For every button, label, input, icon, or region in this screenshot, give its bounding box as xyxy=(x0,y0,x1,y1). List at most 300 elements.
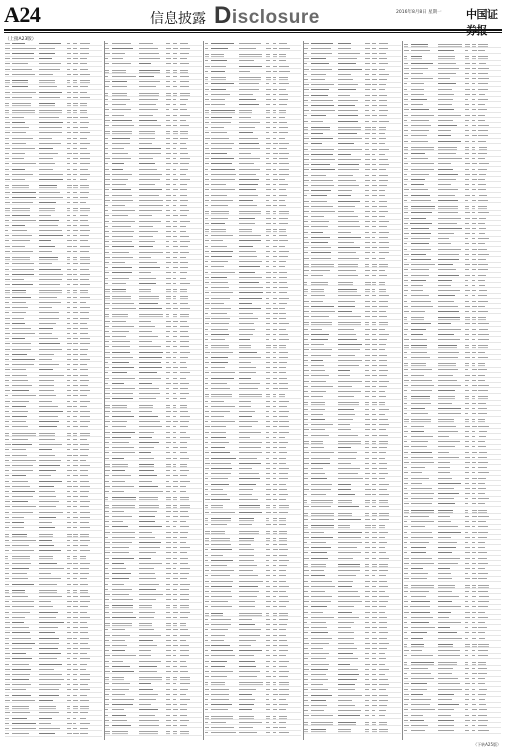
table-cell xyxy=(338,175,353,176)
table-cell xyxy=(180,267,189,268)
table-cell xyxy=(180,189,188,190)
table-cell xyxy=(73,328,78,329)
table-cell xyxy=(304,695,307,696)
table-cell xyxy=(173,341,176,342)
table-cell xyxy=(80,197,87,198)
table-cell xyxy=(365,226,368,227)
table-cell xyxy=(365,355,369,356)
table-cell xyxy=(112,437,131,438)
table-cell xyxy=(73,359,77,360)
table-cell xyxy=(105,58,108,59)
table-cell xyxy=(273,463,278,464)
table-cell xyxy=(472,184,475,185)
table-cell xyxy=(67,496,72,497)
table-cell xyxy=(404,385,408,386)
table-cell xyxy=(404,285,408,286)
table-cell xyxy=(438,568,450,569)
table-cell xyxy=(478,617,487,618)
table-cell xyxy=(311,622,326,623)
table-cell xyxy=(239,261,263,262)
table-cell xyxy=(166,432,170,433)
table-cell xyxy=(205,287,209,288)
table-cell xyxy=(438,617,450,618)
table-cell xyxy=(438,115,461,116)
table-cell xyxy=(411,363,427,364)
table-cell xyxy=(67,354,71,355)
table-cell xyxy=(112,372,127,373)
table-cell xyxy=(372,575,375,576)
table-cell xyxy=(404,457,408,458)
table-cell xyxy=(80,556,86,557)
table-cell xyxy=(311,669,328,670)
table-cell xyxy=(438,380,457,381)
table-cell xyxy=(67,246,72,247)
table-cell xyxy=(279,174,289,175)
table-cell xyxy=(465,591,469,592)
table-cell xyxy=(379,669,389,670)
table-cell xyxy=(211,334,229,335)
table-cell xyxy=(12,596,28,597)
table-cell xyxy=(404,243,407,244)
table-cell xyxy=(411,622,430,623)
table-cell xyxy=(5,439,9,440)
table-cell xyxy=(5,349,10,350)
table-cell xyxy=(365,658,368,659)
table-cell xyxy=(465,462,470,463)
table-cell xyxy=(105,497,108,498)
column-divider xyxy=(104,41,105,740)
table-cell xyxy=(472,446,476,447)
table-cell xyxy=(379,414,385,415)
table-row xyxy=(404,360,501,367)
table-cell xyxy=(173,552,177,553)
table-cell xyxy=(112,262,125,263)
table-cell xyxy=(404,329,408,330)
table-row xyxy=(404,314,501,321)
table-cell xyxy=(80,220,88,221)
table-cell xyxy=(173,475,178,476)
table-cell xyxy=(139,70,160,71)
table-cell xyxy=(166,303,170,304)
table-cell xyxy=(266,549,270,550)
table-cell xyxy=(239,372,256,373)
table-cell xyxy=(304,525,308,526)
table-cell xyxy=(266,606,271,607)
table-cell xyxy=(472,689,476,690)
table-cell xyxy=(239,671,260,672)
table-cell xyxy=(404,130,408,131)
table-cell xyxy=(80,568,89,569)
table-cell xyxy=(39,297,57,298)
table-cell xyxy=(105,558,109,559)
table-cell xyxy=(411,419,432,420)
table-cell xyxy=(180,138,189,139)
table-cell xyxy=(372,58,376,59)
table-cell xyxy=(139,629,154,630)
table-cell xyxy=(465,357,470,358)
table-cell xyxy=(311,133,324,134)
table-cell xyxy=(438,668,453,669)
table-cell xyxy=(105,53,110,54)
table-cell xyxy=(372,115,376,116)
table-cell xyxy=(338,355,355,356)
table-row xyxy=(205,51,302,58)
table-cell xyxy=(211,266,223,267)
table-cell xyxy=(372,355,377,356)
table-cell xyxy=(478,585,488,586)
table-cell xyxy=(105,650,109,651)
table-cell xyxy=(139,308,162,309)
table-cell xyxy=(479,452,487,453)
table-cell xyxy=(478,295,487,296)
table-cell xyxy=(438,63,456,64)
table-cell xyxy=(311,322,332,323)
table-cell xyxy=(166,458,171,459)
table-cell xyxy=(80,723,90,724)
table-cell xyxy=(105,491,109,492)
table-cell xyxy=(105,709,108,710)
table-cell xyxy=(438,725,455,726)
table-cell xyxy=(372,190,377,191)
table-cell xyxy=(279,383,287,384)
table-cell xyxy=(105,655,110,656)
table-cell xyxy=(338,195,351,196)
table-cell xyxy=(67,612,71,613)
table-cell xyxy=(112,308,136,309)
table-cell xyxy=(73,220,78,221)
table-cell xyxy=(105,104,109,105)
table-cell xyxy=(266,406,270,407)
table-cell xyxy=(379,301,388,302)
table-cell xyxy=(372,370,375,371)
table-cell xyxy=(180,226,187,227)
table-cell xyxy=(438,683,460,684)
table-cell xyxy=(180,437,190,438)
table-cell xyxy=(112,221,135,222)
table-cell xyxy=(404,280,408,281)
table-cell xyxy=(411,249,431,250)
table-cell xyxy=(472,426,477,427)
table-cell xyxy=(379,710,386,711)
table-cell xyxy=(73,684,78,685)
table-cell xyxy=(478,238,488,239)
table-cell xyxy=(266,223,271,224)
table-cell xyxy=(5,465,9,466)
table-cell xyxy=(273,531,277,532)
table-cell xyxy=(67,333,70,334)
table-cell xyxy=(105,296,110,297)
table-cell xyxy=(266,732,270,733)
table-cell xyxy=(379,242,389,243)
table-cell xyxy=(478,446,486,447)
table-cell xyxy=(311,316,329,317)
table-cell xyxy=(365,143,368,144)
table-cell xyxy=(5,481,9,482)
table-cell xyxy=(139,497,158,498)
table-cell xyxy=(472,547,476,548)
table-cell xyxy=(112,532,135,533)
table-cell xyxy=(80,643,88,644)
table-cell xyxy=(438,419,454,420)
table-cell xyxy=(379,275,387,276)
table-cell xyxy=(73,718,76,719)
table-cell xyxy=(80,449,89,450)
table-cell xyxy=(205,251,209,252)
table-cell xyxy=(465,552,470,553)
table-cell xyxy=(266,624,270,625)
table-cell xyxy=(411,109,429,110)
table-cell xyxy=(304,339,307,340)
table-cell xyxy=(205,77,209,78)
table-cell xyxy=(465,243,469,244)
table-cell xyxy=(372,121,377,122)
table-cell xyxy=(338,138,362,139)
table-cell xyxy=(379,349,385,350)
table-cell xyxy=(311,463,330,464)
table-cell xyxy=(404,254,409,255)
table-cell xyxy=(365,638,369,639)
table-cell xyxy=(379,419,388,420)
table-cell xyxy=(273,411,276,412)
table-cell xyxy=(404,89,407,90)
table-cell xyxy=(365,564,369,565)
table-cell xyxy=(372,409,375,410)
table-cell xyxy=(112,283,126,284)
table-cell xyxy=(365,581,369,582)
table-cell xyxy=(139,115,153,116)
table-cell xyxy=(279,629,286,630)
table-cell xyxy=(205,666,208,667)
table-cell xyxy=(266,601,271,602)
table-cell xyxy=(80,230,90,231)
table-cell xyxy=(211,426,225,427)
table-cell xyxy=(180,352,190,353)
table-cell xyxy=(438,295,456,296)
table-cell xyxy=(67,279,72,280)
table-cell xyxy=(465,385,468,386)
table-cell xyxy=(273,671,276,672)
table-cell xyxy=(472,419,476,420)
table-cell xyxy=(12,58,34,59)
table-cell xyxy=(365,570,369,571)
table-cell xyxy=(5,527,9,528)
table-cell xyxy=(80,385,88,386)
table-cell xyxy=(239,694,253,695)
table-cell xyxy=(239,195,258,196)
table-cell xyxy=(166,537,170,538)
table-cell xyxy=(365,537,369,538)
table-cell xyxy=(67,169,71,170)
table-cell xyxy=(67,257,71,258)
table-cell xyxy=(304,473,308,474)
table-cell xyxy=(180,558,188,559)
table-cell xyxy=(411,104,424,105)
table-cell xyxy=(266,110,271,111)
table-cell xyxy=(5,522,10,523)
table-cell xyxy=(304,669,309,670)
table-cell xyxy=(39,449,52,450)
table-cell xyxy=(105,179,110,180)
table-cell xyxy=(273,251,277,252)
table-cell xyxy=(12,143,26,144)
table-cell xyxy=(365,242,369,243)
table-cell xyxy=(5,284,9,285)
table-cell xyxy=(379,547,385,548)
table-cell xyxy=(180,599,190,600)
table-cell xyxy=(311,638,332,639)
table-cell xyxy=(12,527,24,528)
table-cell xyxy=(304,301,309,302)
table-cell xyxy=(173,131,178,132)
table-cell xyxy=(338,100,357,101)
table-cell xyxy=(372,564,376,565)
table-cell xyxy=(12,215,30,216)
table-cell xyxy=(205,640,208,641)
table-cell xyxy=(12,74,35,75)
table-cell xyxy=(266,722,269,723)
table-cell xyxy=(205,531,210,532)
table-cell xyxy=(465,306,470,307)
table-cell xyxy=(311,547,331,548)
table-cell xyxy=(5,110,8,111)
table-cell xyxy=(139,677,162,678)
table-cell xyxy=(279,518,286,519)
table-cell xyxy=(173,321,178,322)
table-cell xyxy=(411,678,435,679)
table-cell xyxy=(39,522,52,523)
table-cell xyxy=(365,282,370,283)
table-cell xyxy=(379,627,387,628)
table-cell xyxy=(404,249,407,250)
table-cell xyxy=(73,380,76,381)
table-cell xyxy=(12,606,34,607)
table-cell xyxy=(239,362,251,363)
table-cell xyxy=(73,174,77,175)
table-cell xyxy=(205,158,210,159)
table-cell xyxy=(438,730,454,731)
table-cell xyxy=(173,612,178,613)
table-cell xyxy=(379,542,387,543)
table-cell xyxy=(279,722,285,723)
table-cell xyxy=(472,317,477,318)
table-cell xyxy=(372,221,376,222)
table-cell xyxy=(304,564,308,565)
table-cell xyxy=(478,419,485,420)
table-cell xyxy=(411,357,431,358)
table-cell xyxy=(239,148,260,149)
table-cell xyxy=(266,127,270,128)
table-cell xyxy=(465,431,469,432)
table-cell xyxy=(266,77,271,78)
table-cell xyxy=(205,661,210,662)
table-cell xyxy=(404,218,409,219)
table-cell xyxy=(139,704,151,705)
table-cell xyxy=(372,232,376,233)
table-cell xyxy=(180,357,189,358)
table-cell xyxy=(472,396,475,397)
table-cell xyxy=(12,632,30,633)
table-cell xyxy=(80,596,90,597)
table-cell xyxy=(211,538,230,539)
table-cell xyxy=(379,638,387,639)
table-cell xyxy=(5,653,10,654)
table-cell xyxy=(67,501,72,502)
table-cell xyxy=(478,317,486,318)
table-cell xyxy=(304,519,308,520)
table-cell xyxy=(105,537,108,538)
table-cell xyxy=(105,573,109,574)
table-cell xyxy=(67,627,71,628)
table-cell xyxy=(379,190,386,191)
table-cell xyxy=(112,594,129,595)
table-cell xyxy=(239,60,254,61)
table-cell xyxy=(173,699,176,700)
table-cell xyxy=(173,303,177,304)
table-cell xyxy=(411,352,428,353)
table-cell xyxy=(379,679,388,680)
table-cell xyxy=(180,174,187,175)
table-cell xyxy=(211,671,233,672)
table-cell xyxy=(80,153,90,154)
table-cell xyxy=(139,43,153,44)
table-cell xyxy=(478,104,485,105)
table-cell xyxy=(12,545,29,546)
table-cell xyxy=(465,573,468,574)
table-cell xyxy=(211,416,224,417)
table-cell xyxy=(304,216,308,217)
table-cell xyxy=(80,240,87,241)
table-row xyxy=(304,561,401,568)
table-cell xyxy=(166,720,170,721)
table-cell xyxy=(211,367,225,368)
table-cell xyxy=(372,149,377,150)
table-cell xyxy=(438,612,451,613)
table-cell xyxy=(205,143,209,144)
table-cell xyxy=(12,669,31,670)
table-cell xyxy=(139,205,163,206)
table-cell xyxy=(311,513,334,514)
table-cell xyxy=(465,673,468,674)
table-cell xyxy=(166,352,170,353)
table-cell xyxy=(166,179,170,180)
table-cell xyxy=(472,699,475,700)
table-cell xyxy=(205,292,209,293)
table-row xyxy=(105,620,202,627)
table-cell xyxy=(239,704,254,705)
table-cell xyxy=(239,218,255,219)
table-cell xyxy=(478,601,488,602)
table-cell xyxy=(80,69,88,70)
table-cell xyxy=(379,360,387,361)
table-cell xyxy=(105,640,109,641)
table-cell xyxy=(404,488,407,489)
table-cell xyxy=(205,200,209,201)
table-cell xyxy=(105,383,108,384)
table-cell xyxy=(273,524,277,525)
table-cell xyxy=(205,205,208,206)
table-cell xyxy=(311,552,327,553)
table-cell xyxy=(379,169,386,170)
table-cell xyxy=(438,413,461,414)
table-cell xyxy=(338,316,361,317)
table-cell xyxy=(465,678,469,679)
table-cell xyxy=(478,56,488,57)
table-cell xyxy=(273,452,277,453)
table-cell xyxy=(411,644,425,645)
table-cell xyxy=(279,406,287,407)
table-cell xyxy=(12,132,26,133)
table-cell xyxy=(205,298,209,299)
